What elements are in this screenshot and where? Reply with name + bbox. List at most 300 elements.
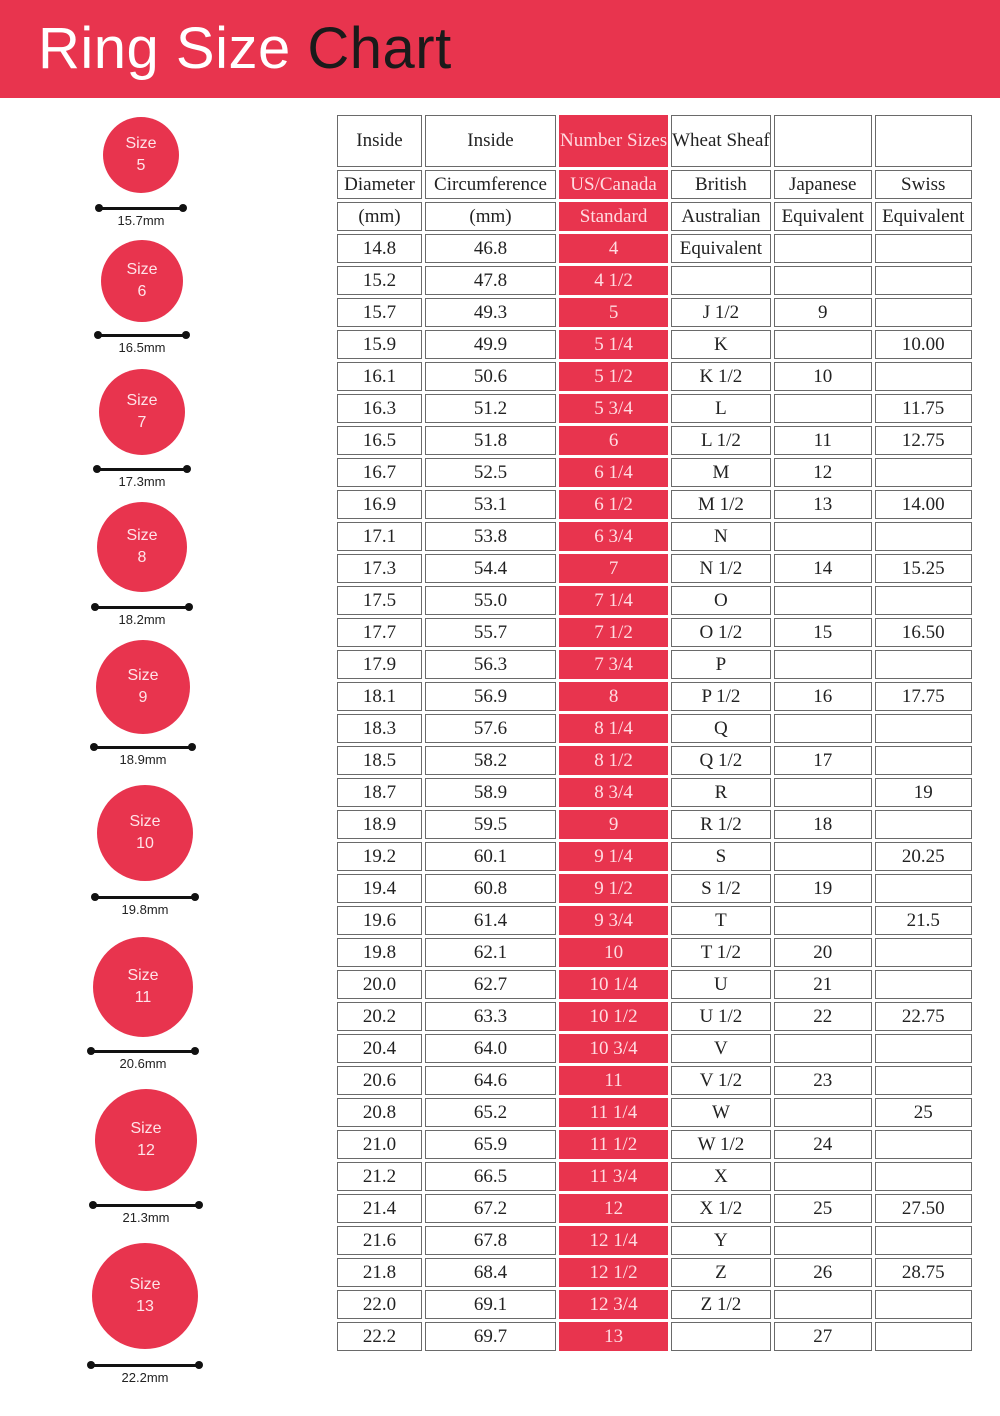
table-row (337, 810, 972, 839)
table-header-cell: (mm) (425, 202, 556, 231)
table-cell: 19.4 (337, 874, 422, 903)
ring-size-number: 13 (136, 1298, 154, 1315)
table-cell: N (671, 522, 771, 551)
table-cell: 17.75 (875, 682, 972, 711)
table-cell: 51.8 (425, 426, 556, 455)
table-cell: O (671, 586, 771, 615)
table-cell: 5 1/2 (559, 362, 668, 391)
table-row (337, 266, 972, 295)
table-cell: R (671, 778, 771, 807)
table-cell: 20.6 (337, 1066, 422, 1095)
table-cell: 55.7 (425, 618, 556, 647)
table-row (337, 714, 972, 743)
table-cell: 19 (875, 778, 972, 807)
table-cell: 47.8 (425, 266, 556, 295)
table-cell: S 1/2 (671, 874, 771, 903)
table-row (337, 554, 972, 583)
diameter-line (93, 1204, 199, 1207)
table-cell: 46.8 (425, 234, 556, 263)
ring-size-circle (99, 369, 185, 455)
table-header-cell: Equivalent (774, 202, 872, 231)
table-cell: X 1/2 (671, 1194, 771, 1223)
table-cell: 8 (559, 682, 668, 711)
diameter-line (99, 207, 183, 210)
ring-size-circle (97, 502, 187, 592)
table-cell: 67.2 (425, 1194, 556, 1223)
table-cell: 5 (559, 298, 668, 327)
table-cell: 62.7 (425, 970, 556, 999)
table-header-cell: Wheat Sheaf (671, 115, 771, 167)
table-cell: 17.9 (337, 650, 422, 679)
table-cell: 56.9 (425, 682, 556, 711)
table-row (337, 298, 972, 327)
table-cell: Q (671, 714, 771, 743)
table-header-cell: British (671, 170, 771, 199)
title-ring-size: Ring Size (38, 16, 291, 81)
table-cell: 69.7 (425, 1322, 556, 1351)
table-cell: 4 (559, 234, 668, 263)
table-cell: 16.50 (875, 618, 972, 647)
table-cell (875, 234, 972, 263)
table-cell (774, 1226, 872, 1255)
diameter-label: 16.5mm (118, 340, 166, 355)
ring-size-circle (96, 640, 190, 734)
diameter-label: 17.3mm (118, 474, 166, 489)
table-cell (875, 1290, 972, 1319)
table-cell: 5 1/4 (559, 330, 668, 359)
table-cell: R 1/2 (671, 810, 771, 839)
table-row (337, 650, 972, 679)
table-header-cell: Standard (559, 202, 668, 231)
table-cell: 18.9 (337, 810, 422, 839)
table-cell: 12 1/4 (559, 1226, 668, 1255)
table-cell: 8 1/2 (559, 746, 668, 775)
table-cell: 52.5 (425, 458, 556, 487)
table-header-cell: Japanese (774, 170, 872, 199)
table-cell: 7 3/4 (559, 650, 668, 679)
table-cell: 15 (774, 618, 872, 647)
table-cell: 26 (774, 1258, 872, 1287)
ring-size-number: 10 (136, 835, 154, 852)
table-cell: 19.2 (337, 842, 422, 871)
table-cell: X (671, 1162, 771, 1191)
table-cell: 12 (774, 458, 872, 487)
table-row (337, 874, 972, 903)
ring-size-table (334, 112, 975, 1354)
table-cell (774, 234, 872, 263)
table-cell: 22.75 (875, 1002, 972, 1031)
table-cell: 55.0 (425, 586, 556, 615)
table-header-row (337, 170, 972, 199)
table-row (337, 1194, 972, 1223)
page-title (38, 14, 452, 84)
table-row (337, 458, 972, 487)
table-row (337, 394, 972, 423)
table-row (337, 778, 972, 807)
table-cell: 8 3/4 (559, 778, 668, 807)
table-cell: 10 3/4 (559, 1034, 668, 1063)
ring-size-number: 11 (134, 989, 152, 1006)
table-cell: 49.3 (425, 298, 556, 327)
table-cell: 9 3/4 (559, 906, 668, 935)
table-cell: 13 (559, 1322, 668, 1351)
table-cell: 18.7 (337, 778, 422, 807)
table-cell (875, 1162, 972, 1191)
table-cell: 21.4 (337, 1194, 422, 1223)
table-cell: 28.75 (875, 1258, 972, 1287)
table-cell (875, 1130, 972, 1159)
table-cell: 23 (774, 1066, 872, 1095)
table-header-row (337, 202, 972, 231)
diameter-label: 19.8mm (121, 902, 169, 917)
table-cell (875, 586, 972, 615)
table-cell (774, 714, 872, 743)
table-row (337, 362, 972, 391)
table-cell: 14 (774, 554, 872, 583)
table-cell: 16.5 (337, 426, 422, 455)
table-cell: P 1/2 (671, 682, 771, 711)
table-cell: 53.1 (425, 490, 556, 519)
table-row (337, 1098, 972, 1127)
table-row (337, 330, 972, 359)
table-row (337, 938, 972, 967)
diameter-label: 15.7mm (117, 213, 165, 228)
table-cell (875, 298, 972, 327)
table-row (337, 1322, 972, 1351)
table-cell: 16.3 (337, 394, 422, 423)
table-cell: 17.3 (337, 554, 422, 583)
table-cell: 11 (559, 1066, 668, 1095)
table-cell: 68.4 (425, 1258, 556, 1287)
table-cell (875, 362, 972, 391)
table-cell: 11 1/4 (559, 1098, 668, 1127)
table-cell: P (671, 650, 771, 679)
table-cell: 16.9 (337, 490, 422, 519)
table-cell: 21.2 (337, 1162, 422, 1191)
table-cell: T 1/2 (671, 938, 771, 967)
header-banner (0, 0, 1000, 98)
table-cell: 19.8 (337, 938, 422, 967)
table-cell: 9 (559, 810, 668, 839)
table-cell: 17.1 (337, 522, 422, 551)
table-cell: W (671, 1098, 771, 1127)
table-cell (875, 810, 972, 839)
table-cell: 22.2 (337, 1322, 422, 1351)
table-cell (774, 330, 872, 359)
table-cell (875, 874, 972, 903)
table-cell: 18.1 (337, 682, 422, 711)
table-cell: O 1/2 (671, 618, 771, 647)
table-header-cell (774, 115, 872, 167)
table-cell: 65.9 (425, 1130, 556, 1159)
table-cell: 57.6 (425, 714, 556, 743)
table-cell (774, 1098, 872, 1127)
table-cell (671, 266, 771, 295)
table-cell: 59.5 (425, 810, 556, 839)
table-row (337, 1162, 972, 1191)
table-cell (875, 1066, 972, 1095)
table-cell (774, 1162, 872, 1191)
table-cell: M 1/2 (671, 490, 771, 519)
table-cell: 15.25 (875, 554, 972, 583)
table-cell: 10 (559, 938, 668, 967)
table-cell: 10 (774, 362, 872, 391)
diameter-label: 21.3mm (122, 1210, 170, 1225)
table-row (337, 1002, 972, 1031)
table-cell: 60.1 (425, 842, 556, 871)
table-cell: 7 (559, 554, 668, 583)
table-cell: 17.7 (337, 618, 422, 647)
table-cell: 12 (559, 1194, 668, 1223)
ring-size-word: Size (125, 135, 157, 152)
ring-size-number: 7 (137, 414, 147, 431)
table-cell: 69.1 (425, 1290, 556, 1319)
table-header-cell: Australian (671, 202, 771, 231)
diameter-label: 22.2mm (121, 1370, 169, 1385)
table-row (337, 522, 972, 551)
diameter-line (91, 1364, 199, 1367)
ring-size-circle (101, 240, 183, 322)
table-cell: 20.2 (337, 1002, 422, 1031)
table-cell: K (671, 330, 771, 359)
ring-size-number: 9 (138, 689, 148, 706)
table-cell: 18 (774, 810, 872, 839)
table-cell: V (671, 1034, 771, 1063)
table-cell: Equivalent (671, 234, 771, 263)
table-cell: 12 3/4 (559, 1290, 668, 1319)
table-cell (875, 266, 972, 295)
table-cell: 17.5 (337, 586, 422, 615)
table-cell: 7 1/2 (559, 618, 668, 647)
table-cell (774, 266, 872, 295)
table-cell (875, 970, 972, 999)
table-cell: Z (671, 1258, 771, 1287)
table-cell: 15.7 (337, 298, 422, 327)
table-row (337, 1066, 972, 1095)
table-cell: 13 (774, 490, 872, 519)
table-cell (774, 842, 872, 871)
table-cell (774, 1034, 872, 1063)
table-cell: 9 1/2 (559, 874, 668, 903)
table-cell (875, 1322, 972, 1351)
table-row (337, 234, 972, 263)
table-row (337, 1290, 972, 1319)
ring-size-number: 12 (137, 1142, 155, 1159)
table-cell: 21.6 (337, 1226, 422, 1255)
ring-size-number: 6 (137, 283, 147, 300)
table-row (337, 490, 972, 519)
table-cell: 60.8 (425, 874, 556, 903)
title-chart: Chart (307, 16, 452, 81)
table-cell: Z 1/2 (671, 1290, 771, 1319)
ring-size-word: Size (127, 667, 159, 684)
table-cell: 61.4 (425, 906, 556, 935)
ring-size-circle (95, 1089, 197, 1191)
table-cell: U (671, 970, 771, 999)
table-cell: 4 1/2 (559, 266, 668, 295)
table-header-cell: Inside (425, 115, 556, 167)
table-header-cell: (mm) (337, 202, 422, 231)
table-cell: 7 1/4 (559, 586, 668, 615)
table-cell: 20.0 (337, 970, 422, 999)
ring-size-word: Size (129, 1276, 161, 1293)
table-row (337, 842, 972, 871)
table-cell: U 1/2 (671, 1002, 771, 1031)
table-cell (875, 938, 972, 967)
table-cell: 24 (774, 1130, 872, 1159)
table-row (337, 682, 972, 711)
table-cell: S (671, 842, 771, 871)
table-header-cell: US/Canada (559, 170, 668, 199)
diameter-line (97, 468, 187, 471)
table-cell: 21.0 (337, 1130, 422, 1159)
table-cell: 25 (774, 1194, 872, 1223)
ring-size-number: 8 (137, 549, 147, 566)
table-cell (875, 746, 972, 775)
table-cell: 18.5 (337, 746, 422, 775)
table-cell: 16 (774, 682, 872, 711)
ring-size-circle (97, 785, 193, 881)
table-cell: 53.8 (425, 522, 556, 551)
table-cell: 11 3/4 (559, 1162, 668, 1191)
table-cell: 20.8 (337, 1098, 422, 1127)
table-cell: 58.2 (425, 746, 556, 775)
table-cell: M (671, 458, 771, 487)
table-header-cell: Number Sizes (559, 115, 668, 167)
table-cell (875, 1226, 972, 1255)
table-cell (774, 586, 872, 615)
ring-size-circle (93, 937, 193, 1037)
table-cell: 10.00 (875, 330, 972, 359)
ring-size-number: 5 (136, 157, 146, 174)
ring-size-circle (92, 1243, 198, 1349)
table-cell: 12.75 (875, 426, 972, 455)
table-cell: L (671, 394, 771, 423)
diameter-label: 20.6mm (119, 1056, 167, 1071)
diameter-label: 18.9mm (119, 752, 167, 767)
ring-size-word: Size (126, 392, 158, 409)
table-row (337, 426, 972, 455)
table-cell (875, 522, 972, 551)
table-cell: 66.5 (425, 1162, 556, 1191)
table-header-cell: Circumference (425, 170, 556, 199)
table-cell: 9 (774, 298, 872, 327)
table-cell (774, 394, 872, 423)
table-header-cell: Diameter (337, 170, 422, 199)
table-cell: 18.3 (337, 714, 422, 743)
table-cell: 22.0 (337, 1290, 422, 1319)
table-cell: N 1/2 (671, 554, 771, 583)
table-cell (774, 1290, 872, 1319)
table-cell: 6 1/4 (559, 458, 668, 487)
table-cell (774, 906, 872, 935)
table-cell: 21.8 (337, 1258, 422, 1287)
table-cell: 63.3 (425, 1002, 556, 1031)
table-cell: 64.6 (425, 1066, 556, 1095)
diameter-line (91, 1050, 195, 1053)
table-cell: 10 1/2 (559, 1002, 668, 1031)
table-header-cell: Inside (337, 115, 422, 167)
table-row (337, 746, 972, 775)
table-cell: 54.4 (425, 554, 556, 583)
table-header-row (337, 115, 972, 167)
table-cell (774, 778, 872, 807)
table-cell (774, 650, 872, 679)
table-cell: 15.2 (337, 266, 422, 295)
table-cell: 27 (774, 1322, 872, 1351)
table-cell (875, 1034, 972, 1063)
ring-size-word: Size (127, 967, 159, 984)
table-cell: 67.8 (425, 1226, 556, 1255)
diameter-line (95, 896, 195, 899)
table-header-cell: Equivalent (875, 202, 972, 231)
table-cell: 20.25 (875, 842, 972, 871)
table-cell: K 1/2 (671, 362, 771, 391)
table-cell: J 1/2 (671, 298, 771, 327)
table-cell (774, 522, 872, 551)
table-cell: 21.5 (875, 906, 972, 935)
table-cell: 11 1/2 (559, 1130, 668, 1159)
table-cell: 11 (774, 426, 872, 455)
ring-size-word: Size (126, 261, 158, 278)
table-cell: 6 3/4 (559, 522, 668, 551)
table-cell: 17 (774, 746, 872, 775)
table-row (337, 1130, 972, 1159)
diameter-line (94, 746, 192, 749)
ring-size-word: Size (130, 1120, 162, 1137)
table-cell: 16.7 (337, 458, 422, 487)
table-cell: Y (671, 1226, 771, 1255)
diameter-line (98, 334, 186, 337)
table-row (337, 970, 972, 999)
table-cell: T (671, 906, 771, 935)
diameter-label: 18.2mm (118, 612, 166, 627)
table-cell: 49.9 (425, 330, 556, 359)
table-row (337, 1034, 972, 1063)
table-cell: 20 (774, 938, 872, 967)
table-cell: 65.2 (425, 1098, 556, 1127)
table-cell: 12 1/2 (559, 1258, 668, 1287)
table-cell: 15.9 (337, 330, 422, 359)
table-cell: 21 (774, 970, 872, 999)
table-cell: 14.00 (875, 490, 972, 519)
ring-size-circle (103, 117, 179, 193)
table-cell: 14.8 (337, 234, 422, 263)
table-cell: 6 (559, 426, 668, 455)
table-cell: 25 (875, 1098, 972, 1127)
table-row (337, 586, 972, 615)
table-header-cell (875, 115, 972, 167)
table-cell: W 1/2 (671, 1130, 771, 1159)
table-cell: 56.3 (425, 650, 556, 679)
table-cell: Q 1/2 (671, 746, 771, 775)
table-cell (671, 1322, 771, 1351)
table-cell: 5 3/4 (559, 394, 668, 423)
table-cell: 10 1/4 (559, 970, 668, 999)
table-cell: 50.6 (425, 362, 556, 391)
table-cell: 9 1/4 (559, 842, 668, 871)
table-cell: 20.4 (337, 1034, 422, 1063)
table-cell: 19 (774, 874, 872, 903)
table-row (337, 618, 972, 647)
table-cell (875, 458, 972, 487)
table-cell: 58.9 (425, 778, 556, 807)
table-cell (875, 650, 972, 679)
table-header-cell: Swiss (875, 170, 972, 199)
table-cell: 8 1/4 (559, 714, 668, 743)
ring-size-word: Size (129, 813, 161, 830)
table-row (337, 1226, 972, 1255)
